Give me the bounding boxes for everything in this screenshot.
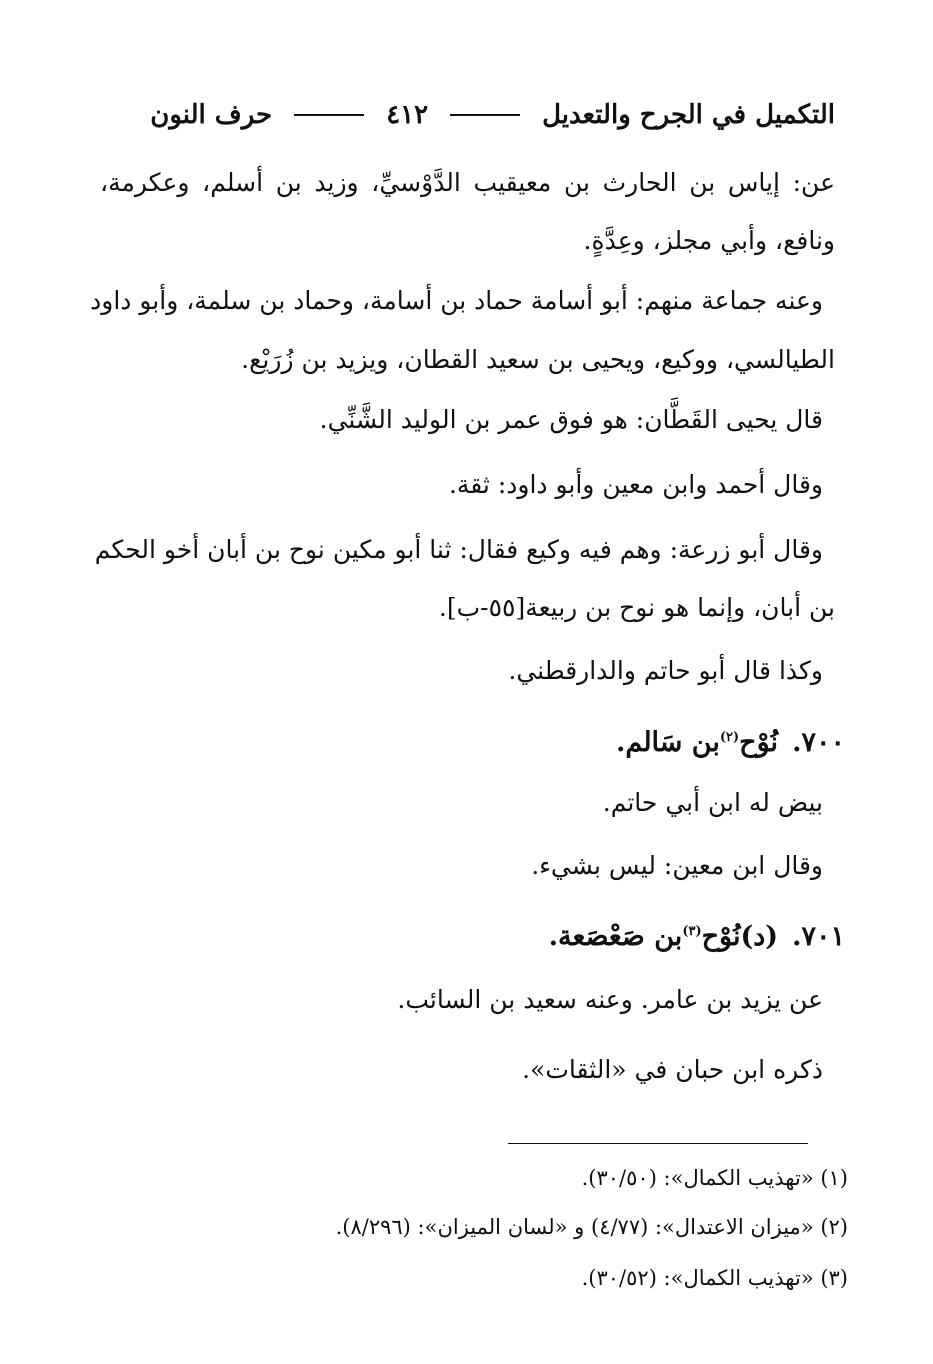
footnote: (١) «تهذيب الكمال»: (٣٠/٥٠). [581,1166,848,1190]
footnote-ref: (٣) [682,924,702,939]
body-line: وكذا قال أبو حاتم والدارقطني. [508,656,823,685]
body-line: ونافع، وأبي مجلز، وعِدَّةٍ. [583,226,835,255]
body-line: بيض له ابن أبي حاتم. [602,788,823,817]
entry-name: بن سَالم. [615,727,720,758]
footnote-ref: (٢) [719,730,740,745]
footnote-divider [508,1143,808,1144]
body-line: وقال ابن معين: ليس بشيء. [531,851,823,880]
body-line: عن يزيد بن عامر. وعنه سعيد بن السائب. [397,985,823,1014]
body-line: عن: إياس بن الحارث بن معيقيب الدَّوْسيِّ، وزيد بن أسلم، وعكرمة، [100,168,835,197]
footnote: (٢) «ميزان الاعتدال»: (٤/٧٧) و «لسان الميزان»: (٨/٢٩٦). [335,1215,848,1239]
footnote: (٣) «تهذيب الكمال»: (٣٠/٥٢). [581,1266,848,1290]
body-line: وقال أحمد وابن معين وأبو داود: ثقة. [448,470,823,499]
body-line: وقال أبو زرعة: وهم فيه وكيع فقال: ثنا أبو مكين نوح بن أبان أخو الحكم [94,535,823,564]
body-line: الطيالسي، ووكيع، ويحيى بن سعيد القطان، ويزيد بن زُرَيْع. [241,345,835,374]
entry-number: ٧٠٠. [792,727,845,758]
entry-number: ٧٠١. [792,921,845,952]
body-line: وعنه جماعة منهم: أبو أسامة حماد بن أسامة، وحماد بن سلمة، وأبو داود [90,286,823,315]
entry-name: (د)نُوْح [701,921,779,952]
page-number: ٤١٢ [386,100,429,130]
book-title: التكميل في الجرح والتعديل [542,100,835,130]
entry-heading [549,910,845,959]
entry-name: نُوْح [739,727,779,758]
body-line: ذكره ابن حبان في «الثقات». [522,1055,823,1084]
body-line: قال يحيى القَطَّان: هو فوق عمر بن الوليد الشَّنِّي. [319,405,823,434]
entry-heading [616,716,845,765]
entry-name: بن صَعْصَعة. [548,921,683,952]
header-rule [450,114,520,116]
header-rule [294,114,364,116]
section-title: حرف النون [150,100,273,130]
running-header [115,92,835,138]
body-line: بن أبان، وإنما هو نوح بن ربيعة[٥٥-ب]. [438,593,835,622]
